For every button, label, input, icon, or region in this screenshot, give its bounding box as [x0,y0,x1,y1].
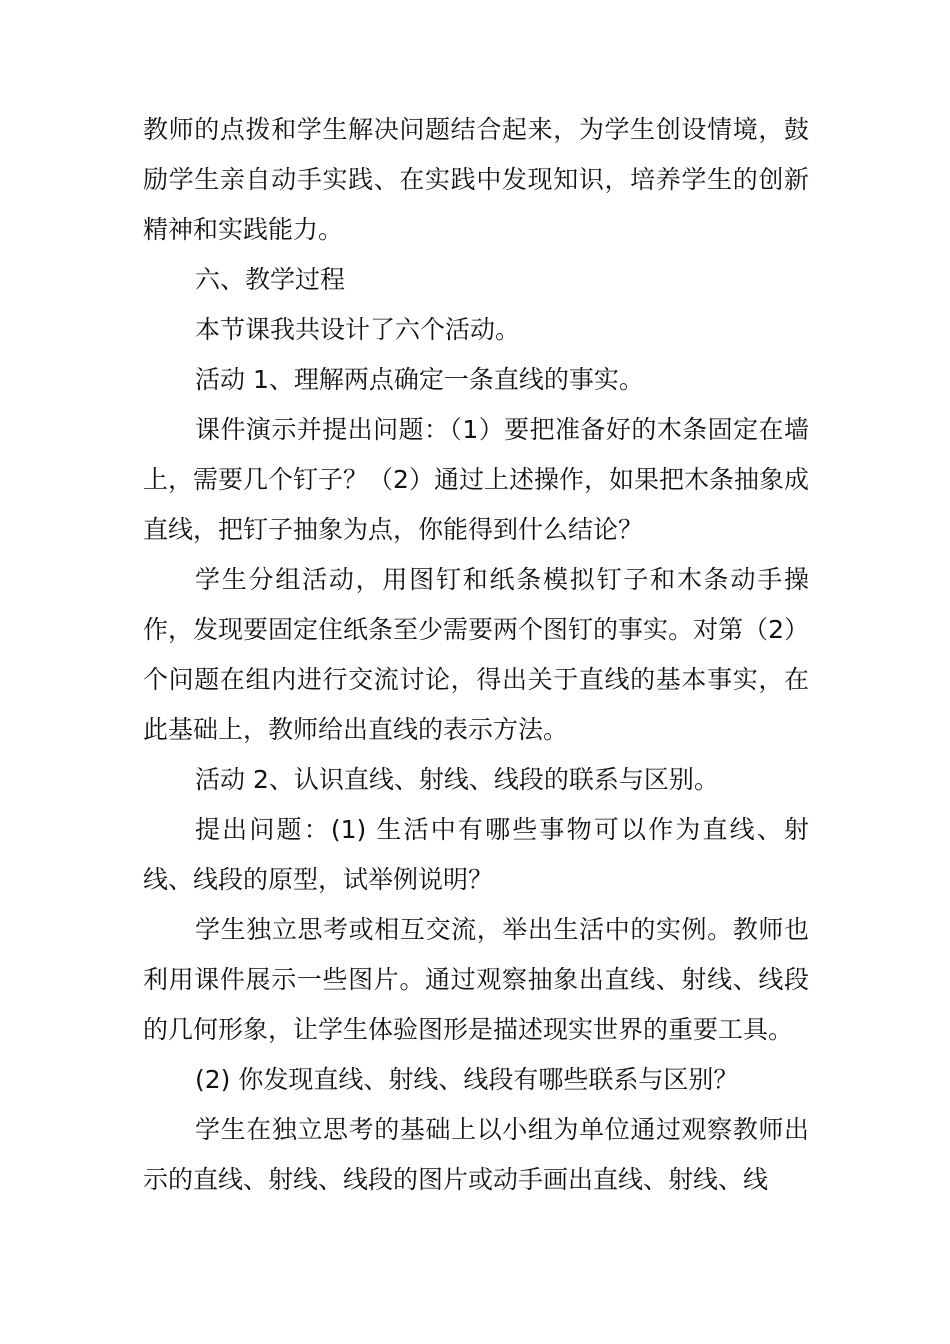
document-body [143,105,809,1205]
activity-1-heading: 活动 1、理解两点确定一条直线的事实。 [195,365,644,394]
section-heading-teaching-process: 六、教学过程 [195,265,346,294]
paragraph-5: 课件演示并提出问题：（1）要把准备好的木条固定在墙上，需要几个钉子？（2）通过上述操作，如果把木条抽象成直线，把钉子抽象为点，你能得到什么结论？ [143,415,809,544]
paragraph-8: 提出问题：(1) 生活中有哪些事物可以作为直线、射线、线段的原型，试举例说明？ [143,815,809,894]
paragraph-10: (2) 你发现直线、射线、线段有哪些联系与区别？ [195,1065,739,1094]
paragraph-3: 本节课我共设计了六个活动。 [195,315,521,344]
paragraph-1: 教师的点拨和学生解决问题结合起来，为学生创设情境，鼓励学生亲自动手实践、在实践中发现知识，培养学生的创新精神和实践能力。 [143,115,809,244]
paragraph-9: 学生独立思考或相互交流，举出生活中的实例。教师也利用课件展示一些图片。通过观察抽象出直线、射线、线段的几何形象，让学生体验图形是描述现实世界的重要工具。 [143,915,809,1044]
paragraph-6: 学生分组活动，用图钉和纸条模拟钉子和木条动手操作，发现要固定住纸条至少需要两个图钉的事实。对第（2）个问题在组内进行交流讨论，得出关于直线的基本事实，在此基础上，教师给出直线的表示方法。 [143,565,809,744]
paragraph-11: 学生在独立思考的基础上以小组为单位通过观察教师出示的直线、射线、线段的图片或动手画出直线、射线、线 [143,1115,809,1194]
activity-2-heading: 活动 2、认识直线、射线、线段的联系与区别。 [195,765,719,794]
